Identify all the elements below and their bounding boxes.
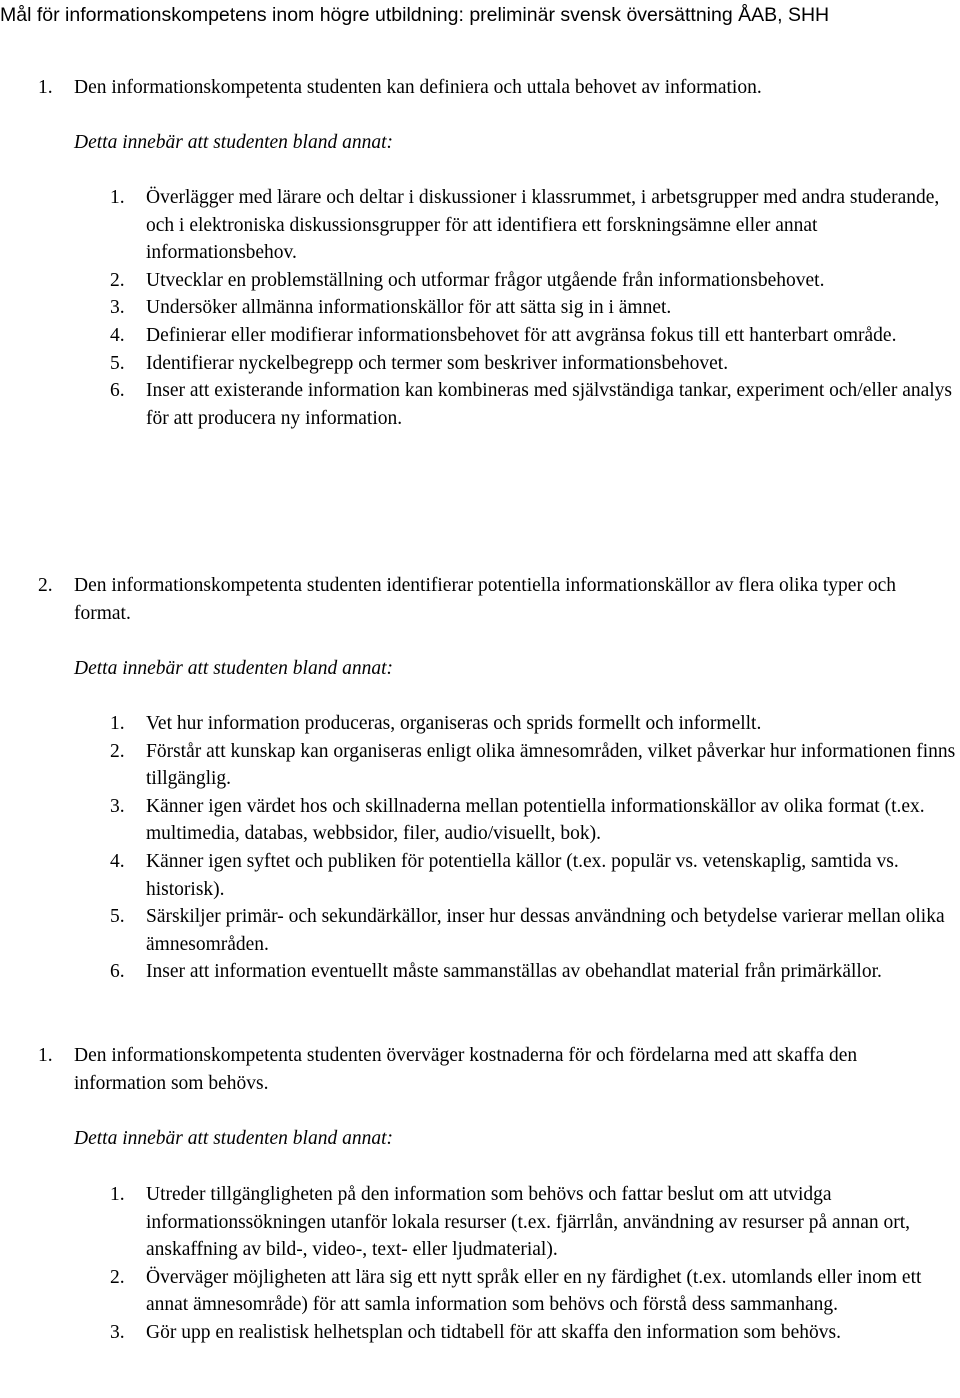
item-number: 6. — [110, 961, 125, 983]
item-number: 2. — [110, 740, 125, 762]
list-item — [110, 710, 960, 738]
item-text: Överväger möjligheten att lära sig ett nytt språk eller en ny färdighet (t.ex. utomlands eller inom ett annat ämnesområde) för att samla information som behövs och förstå dess sammanhang. — [146, 1266, 922, 1316]
item-number: 3. — [110, 795, 125, 817]
list-item — [110, 793, 960, 848]
list-item — [110, 738, 960, 793]
item-text: Förstår att kunskap kan organiseras enligt olika ämnesområden, vilket påverkar hur informationen finns tillgänglig. — [146, 740, 956, 790]
item-number: 1. — [110, 1184, 125, 1205]
list-item — [110, 184, 960, 267]
list-item — [110, 377, 960, 432]
section-3-intro: Detta innebär att studenten bland annat: — [74, 1128, 394, 1149]
item-number: 1. — [110, 713, 125, 734]
section-2-heading — [38, 572, 938, 627]
list-item — [110, 294, 960, 322]
item-number: 5. — [110, 906, 125, 928]
item-number: 1. — [110, 187, 125, 208]
list-item — [110, 322, 960, 350]
section-number: 1. — [38, 77, 53, 98]
item-text: Undersöker allmänna informationskällor för att sätta sig in i ämnet. — [146, 297, 672, 319]
item-text: Känner igen värdet hos och skillnaderna mellan potentiella informationskällor av olika format (t.ex. multimedia, databas, webbsidor, filer, audio/visuellt, bok). — [146, 795, 925, 845]
list-item — [110, 1264, 960, 1319]
item-text: Utreder tillgängligheten på den information som behövs och fattar beslut om att utvidga informationssökningen utanför lokala resurser (t.ex. fjärrlån, användning av resurser på annan ort, anskaffning av bild-, video-, text- eller ljudmaterial). — [146, 1184, 911, 1261]
item-text: Inser att information eventuellt måste sammanställas av obehandlat material från primärkällor. — [146, 961, 882, 983]
item-text: Särskiljer primär- och sekundärkällor, inser hur dessas användning och betydelse varierar mellan olika ämnesområden. — [146, 906, 945, 955]
item-text: Gör upp en realistisk helhetsplan och tidtabell för att skaffa den information som behövs. — [146, 1321, 841, 1343]
item-text: Överlägger med lärare och deltar i diskussioner i klassrummet, i arbetsgrupper med andra studerande, och i elektroniska diskussionsgrupper för att identifiera ett forskningsämne eller annat informationsbehov. — [146, 187, 940, 264]
section-heading-text: Den informationskompetenta studenten överväger kostnaderna för och fördelarna med att skaffa den information som behövs. — [74, 1045, 858, 1094]
item-number: 2. — [110, 1266, 125, 1288]
list-item — [110, 1181, 960, 1264]
section-2-list — [110, 710, 960, 986]
item-number: 4. — [110, 324, 125, 346]
section-3-list — [110, 1181, 960, 1347]
item-number: 6. — [110, 380, 125, 402]
item-number: 2. — [110, 269, 125, 291]
section-2-intro: Detta innebär att studenten bland annat: — [74, 658, 394, 679]
section-3-heading — [38, 1042, 938, 1097]
list-item — [110, 350, 960, 378]
list-item — [110, 267, 960, 295]
section-heading-text: Den informationskompetenta studenten kan definiera och uttala behovet av information. — [74, 77, 762, 98]
list-item — [110, 848, 960, 903]
item-text: Identifierar nyckelbegrepp och termer som beskriver informationsbehovet. — [146, 352, 729, 374]
item-text: Vet hur information produceras, organiseras och sprids formellt och informellt. — [146, 713, 762, 734]
section-1-list — [110, 184, 960, 432]
item-text: Utvecklar en problemställning och utformar frågor utgående från informationsbehovet. — [146, 269, 825, 291]
item-number: 4. — [110, 850, 125, 872]
list-item — [110, 1319, 960, 1347]
item-number: 3. — [110, 297, 125, 319]
section-1-heading — [38, 74, 938, 102]
section-number: 2. — [38, 575, 53, 596]
section-number: 1. — [38, 1045, 53, 1066]
item-number: 5. — [110, 352, 125, 374]
section-1-intro: Detta innebär att studenten bland annat: — [74, 132, 394, 153]
list-item — [110, 903, 960, 958]
item-text: Definierar eller modifierar informationsbehovet för att avgränsa fokus till ett hanterbart område. — [146, 324, 897, 346]
item-text: Inser att existerande information kan kombineras med självständiga tankar, experiment och/eller analys för att producera ny information. — [146, 380, 953, 429]
page-title: Mål för informationskompetens inom högre utbildning: preliminär svensk översättning ÅAB, SHH — [0, 4, 830, 26]
list-item — [110, 958, 960, 986]
section-heading-text: Den informationskompetenta studenten identifierar potentiella informationskällor av flera olika typer och format. — [74, 575, 896, 624]
item-text: Känner igen syftet och publiken för potentiella källor (t.ex. populär vs. vetenskaplig, samtida vs. historisk). — [146, 850, 899, 900]
item-number: 3. — [110, 1321, 125, 1343]
